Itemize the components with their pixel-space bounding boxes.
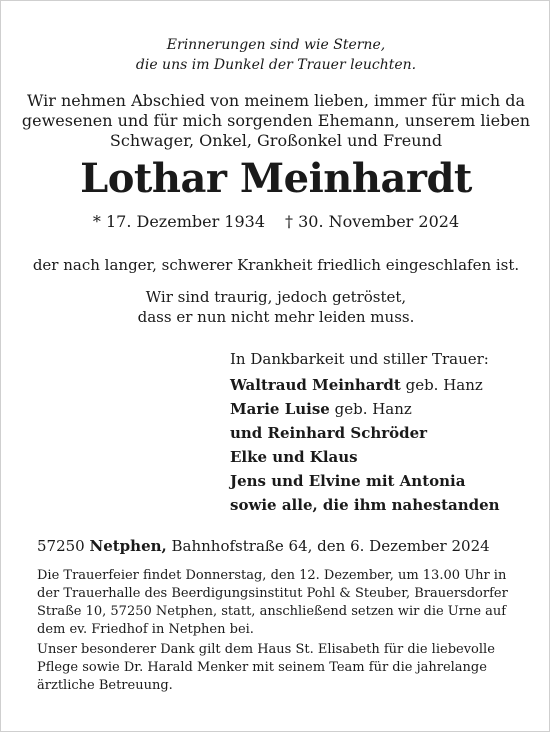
place-and-date [37, 535, 517, 557]
thanks-line: Pflege sowie Dr. Harald Menker mit seinem Team für die jahrelange [37, 660, 487, 675]
mourner-name: sowie alle, die ihm nahestanden [230, 496, 500, 514]
mourner [230, 373, 540, 397]
mourner [230, 445, 540, 469]
mourner-note: geb. Hanz [329, 400, 412, 418]
mourner [230, 397, 540, 421]
birth-date: * 17. Dezember 1934 [92, 212, 266, 231]
mourner-name: und Reinhard Schröder [230, 424, 428, 442]
life-dates [1, 211, 550, 233]
city: Netphen, [89, 537, 167, 555]
farewell-intro [1, 91, 550, 151]
quote-line: die uns im Dunkel der Trauer leuchten. [135, 57, 417, 73]
intro-line: gewesenen und für mich sorgenden Ehemann, unserem lieben [21, 111, 531, 130]
funeral-line: Straße 10, 57250 Netphen, statt, anschließend setzen wir die Urne auf [37, 604, 507, 619]
funeral-info [37, 567, 517, 639]
deceased-name: Lothar Meinhardt [80, 155, 472, 202]
mourner [230, 421, 540, 445]
funeral-line: der Trauerhalle des Beerdigungsinstitut Pohl & Steuber, Brauersdorfer [37, 586, 508, 601]
funeral-line: Die Trauerfeier findet Donnerstag, den 12. Dezember, um 13.00 Uhr in [37, 568, 507, 583]
thanks-note [37, 641, 517, 695]
postal-code: 57250 [37, 537, 90, 555]
intro-line: Schwager, Onkel, Großonkel und Freund [109, 131, 443, 150]
mourner-name: Elke und Klaus [230, 448, 358, 466]
consolation-text [1, 287, 550, 327]
consolation-line: Wir sind traurig, jedoch getröstet, [145, 288, 407, 306]
passing-statement: der nach langer, schwerer Krankheit friedlich eingeschlafen ist. [32, 256, 520, 274]
thanks-line: Unser besonderer Dank gilt dem Haus St. Elisabeth für die liebevolle [37, 642, 495, 657]
address-date: Bahnhofstraße 64, den 6. Dezember 2024 [166, 537, 490, 555]
mourners-list [230, 347, 540, 517]
thanks-line: ärztliche Betreuung. [37, 678, 173, 693]
intro-line: Wir nehmen Abschied von meinem lieben, immer für mich da [26, 91, 526, 110]
mourners-intro: In Dankbarkeit und stiller Trauer: [230, 350, 489, 368]
mourner [230, 493, 540, 517]
consolation-line: dass er nun nicht mehr leiden muss. [137, 308, 415, 326]
quote-line: Erinnerungen sind wie Sterne, [166, 37, 386, 53]
memorial-quote [1, 35, 550, 75]
mourner [230, 469, 540, 493]
mourner-name: Marie Luise [230, 400, 330, 418]
funeral-line: dem ev. Friedhof in Netphen bei. [37, 622, 254, 637]
death-date: † 30. November 2024 [285, 212, 460, 231]
mourner-note: geb. Hanz [400, 376, 483, 394]
mourner-name: Waltraud Meinhardt [230, 376, 401, 394]
mourner-name: Jens und Elvine mit Antonia [230, 472, 466, 490]
